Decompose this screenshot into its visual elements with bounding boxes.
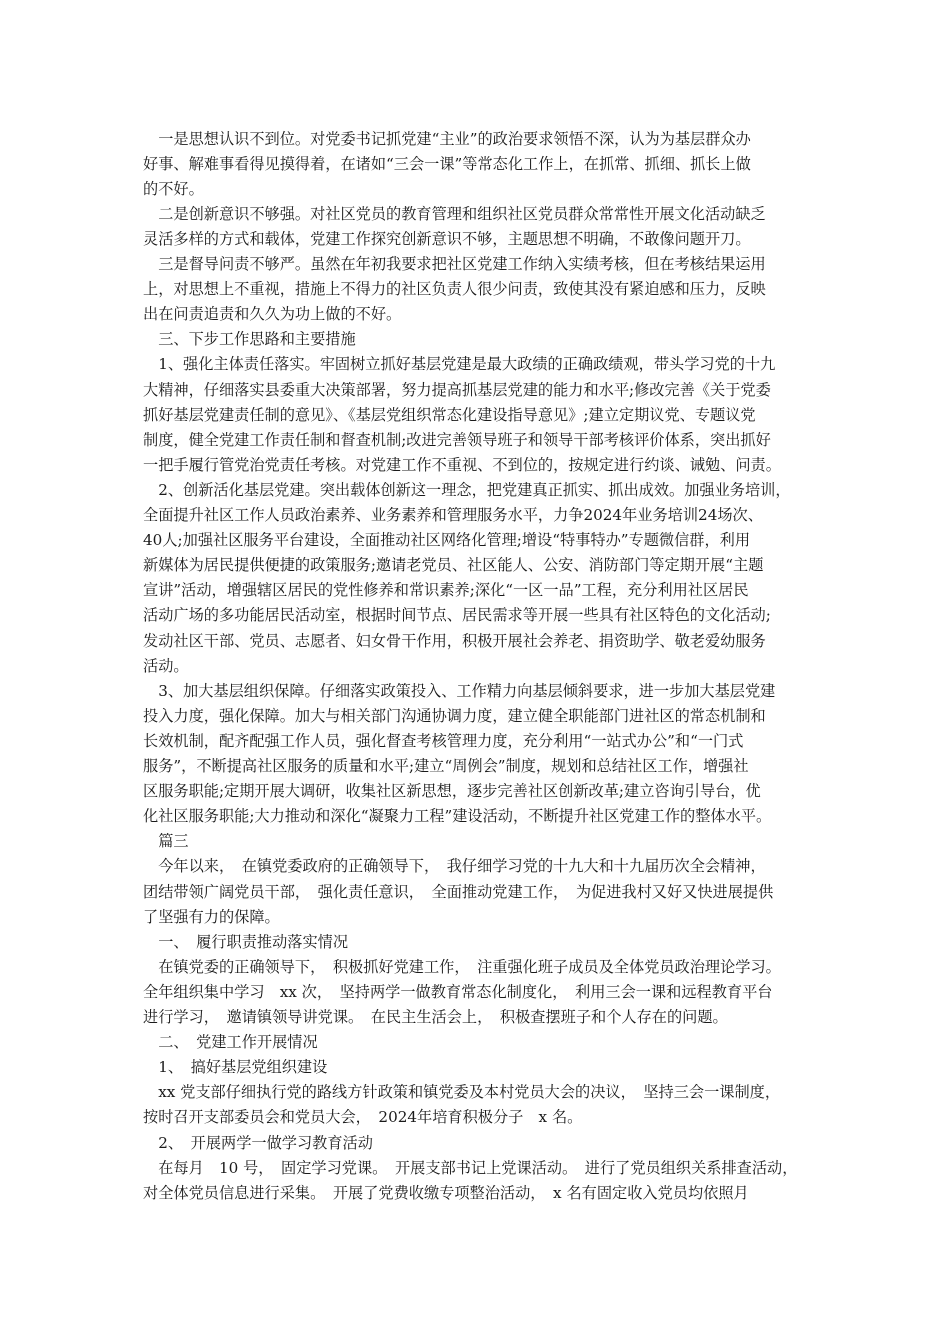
document-text-line: 抓好基层党建责任制的意见》、《基层党组织常态化建设指导意见》;建立定期议党、专题议党 [143, 405, 756, 424]
document-text-line: 大精神，仔细落实县委重大决策部署，努力提高抓基层党建的能力和水平;修改完善《关于党委 [143, 380, 771, 399]
document-text-line: 团结带领广阔党员干部， 强化责任意识， 全面推动党建工作， 为促进我村又好又快进展提供 [143, 882, 774, 901]
document-text-line: 一把手履行管党治党责任考核。对党建工作不重视、不到位的，按规定进行约谈、诫勉、问责。 [143, 455, 781, 474]
document-text-line: 40人;加强社区服务平台建设，全面推动社区网络化管理;增设“特事特办”专题微信群，利用 [143, 531, 751, 550]
document-text-line: 一是思想认识不到位。对党委书记抓党建“主业”的政治要求领悟不深，认为为基层群众办 [143, 129, 751, 148]
document-text-line: 了坚强有力的保障。 [143, 907, 280, 926]
document-text-line: 长效机制，配齐配强工作人员，强化督查考核管理力度，充分利用“一站式办公”和“一门式 [143, 731, 744, 750]
document-text-line: 发动社区干部、党员、志愿者、妇女骨干作用，积极开展社会养老、捐资助学、敬老爱幼服务 [143, 631, 766, 650]
document-text-line: 服务”，不断提高社区服务的质量和水平;建立“周例会”制度，规划和总结社区工作，增强社 [143, 757, 749, 775]
document-text-line: 区服务职能;定期开展大调研，收集社区新思想，逐步完善社区创新改革;建立咨询引导台，优 [143, 782, 761, 801]
document-text-line: 在镇党委的正确领导下， 积极抓好党建工作， 注重强化班子成员及全体党员政治理论学习。 [143, 957, 781, 976]
document-text-line: 在每月 10 号， 固定学习党课。 开展支部书记上党课活动。 进行了党员组织关系排查活动， [143, 1158, 798, 1177]
document-text-line: 今年以来， 在镇党委政府的正确领导下， 我仔细学习党的十九大和十九届历次全会精神， [143, 857, 766, 876]
document-text-line: 三、下步工作思路和主要措施 [143, 330, 356, 349]
document-text-line: 进行学习， 邀请镇领导讲党课。 在民主生活会上， 积极查摆班子和个人存在的问题。 [143, 1008, 728, 1026]
document-text-line: 灵活多样的方式和载体，党建工作探究创新意识不够，主题思想不明确，不敢像问题开刀。 [143, 229, 751, 248]
document-text-line: 好事、解难事看得见摸得着，在诸如“三会一课”等常态化工作上，在抓常、抓细、抓长上做 [143, 154, 751, 173]
document-text-line: 的不好。 [143, 179, 204, 198]
document-text-line: 宣讲”活动，增强辖区居民的党性修养和常识素养;深化“一区一品”工程，充分利用社区居民 [143, 581, 749, 600]
document-text-line: 化社区服务职能;大力推动和深化“凝聚力工程”建设活动，不断提升社区党建工作的整体水平。 [143, 807, 772, 826]
document-text-line: 新媒体为居民提供便捷的政策服务;邀请老党员、社区能人、公安、消防部门等定期开展“主题 [143, 556, 764, 575]
document-text-line: 1、 搞好基层党组织建设 [143, 1058, 328, 1077]
document-text-line: 全面提升社区工作人员政治素养、业务素养和管理服务水平，力争2024年业务培训24场次、 [143, 506, 763, 524]
document-text-line: 3、加大基层组织保障。仔细落实政策投入、工作精力向基层倾斜要求，进一步加大基层党建 [143, 681, 776, 700]
document-text-line: 二是创新意识不够强。对社区党员的教育管理和组织社区党员群众常常性开展文化活动缺乏 [143, 204, 766, 223]
document-text-line: 上，对思想上不重视，措施上不得力的社区负责人很少问责，致使其没有紧迫感和压力，反映 [143, 280, 766, 299]
document-text-line: 2、创新活化基层党建。突出载体创新这一理念，把党建真正抓实、抓出成效。加强业务培训， [143, 480, 791, 499]
document-text-line: 二、 党建工作开展情况 [143, 1033, 318, 1052]
document-text-line: 2、 开展两学一做学习教育活动 [143, 1133, 373, 1152]
document-text-line: 篇三 [143, 832, 189, 851]
document-text-line: 按时召开支部委员会和党员大会， 2024年培育积极分子 x 名。 [143, 1108, 583, 1127]
document-text-line: xx 党支部仔细执行党的路线方针政策和镇党委及本村党员大会的决议， 坚持三会一课制度， [143, 1083, 781, 1102]
document-text-line: 对全体党员信息进行采集。 开展了党费收缴专项整治活动， x 名有固定收入党员均依照月 [143, 1183, 749, 1202]
document-text-line: 出在问责追责和久久为功上做的不好。 [143, 305, 402, 324]
document-text-line: 投入力度，强化保障。加大与相关部门沟通协调力度，建立健全职能部门进社区的常态机制和 [143, 706, 766, 725]
document-text-line: 活动广场的多功能居民活动室，根据时间节点、居民需求等开展一些具有社区特色的文化活动; [143, 606, 771, 625]
document-text-line: 1、强化主体责任落实。牢固树立抓好基层党建是最大政绩的正确政绩观，带头学习党的十九 [143, 355, 776, 374]
document-text-line: 一、 履行职责推动落实情况 [143, 932, 349, 951]
document-text-line: 制度，健全党建工作责任制和督查机制;改进完善领导班子和领导干部考核评价体系，突出抓好 [143, 430, 771, 449]
document-text-line: 活动。 [143, 656, 189, 675]
document-text-line: 全年组织集中学习 xx 次， 坚持两学一做教育常态化制度化， 利用三会一课和远程教育平台 [143, 982, 773, 1001]
document-text-line: 三是督导问责不够严。虽然在年初我要求把社区党建工作纳入实绩考核，但在考核结果运用 [143, 255, 766, 273]
